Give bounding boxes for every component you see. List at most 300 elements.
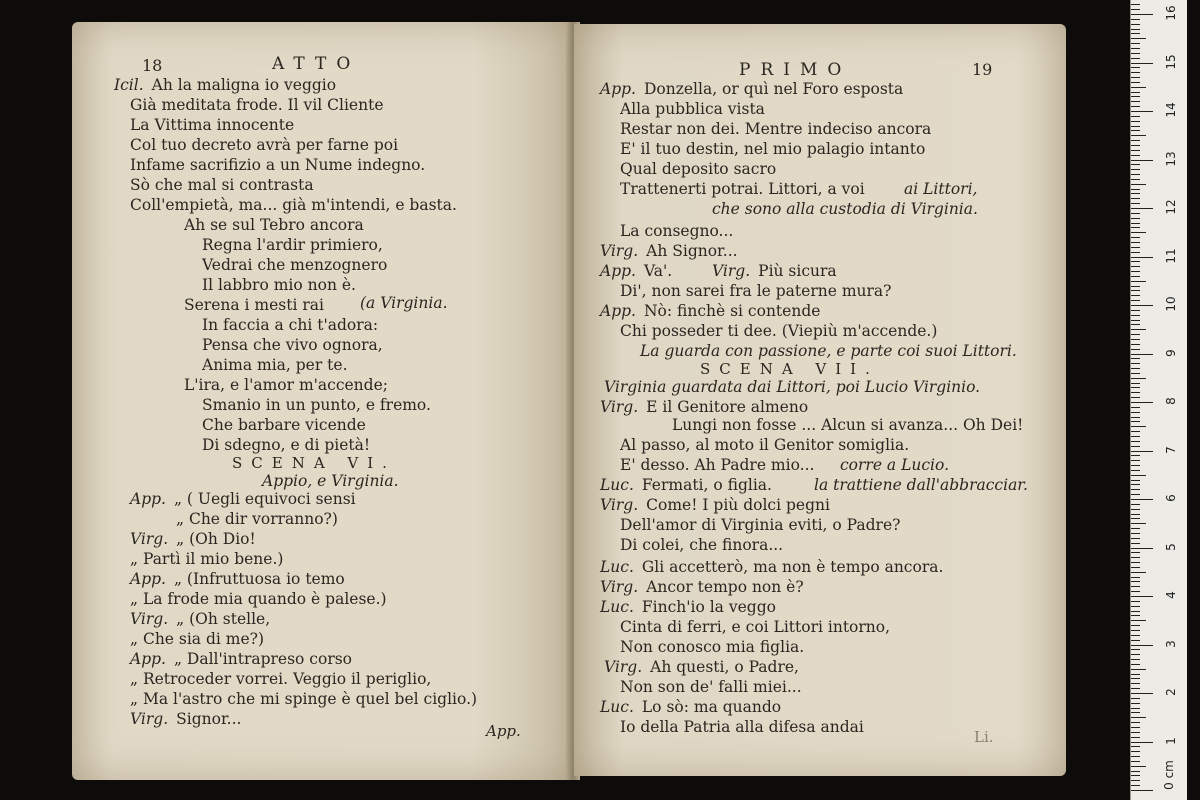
ruler-tick bbox=[1131, 775, 1140, 776]
text-line bbox=[600, 496, 830, 515]
ruler-tick bbox=[1131, 87, 1146, 88]
ruler-tick bbox=[1131, 708, 1140, 709]
ruler-tick bbox=[1131, 421, 1140, 422]
ruler-tick bbox=[1131, 130, 1140, 131]
text-line bbox=[600, 698, 781, 717]
text-line bbox=[620, 456, 814, 475]
speaker-name: App. bbox=[600, 262, 636, 280]
line-text: Signor... bbox=[176, 710, 242, 728]
line-text: Va'. bbox=[643, 262, 673, 280]
text-line bbox=[130, 610, 270, 629]
speaker-name: Virg. bbox=[600, 578, 639, 596]
ruler-tick bbox=[1131, 184, 1146, 185]
line-text: Fermati, o figlia. bbox=[641, 476, 772, 494]
ruler-tick bbox=[1131, 72, 1140, 73]
text-line bbox=[600, 578, 804, 597]
ruler-tick bbox=[1131, 257, 1153, 258]
text-line bbox=[620, 678, 802, 697]
ruler-tick bbox=[1131, 106, 1140, 107]
ruler-tick bbox=[1131, 620, 1146, 621]
line-text: Di sdegno, e di pietà! bbox=[202, 436, 371, 454]
text-line bbox=[130, 550, 283, 569]
ruler-tick bbox=[1131, 310, 1140, 311]
ruler-tick bbox=[1131, 358, 1140, 359]
ruler-tick bbox=[1131, 266, 1140, 267]
ruler-number: 12 bbox=[1164, 199, 1178, 215]
ruler-tick bbox=[1131, 53, 1140, 54]
line-text: Dell'amor di Virginia eviti, o Padre? bbox=[620, 516, 901, 534]
text-line bbox=[604, 658, 799, 677]
line-text: Virginia guardata dai Littori, poi Lucio Virginio. bbox=[604, 378, 981, 396]
text-line bbox=[130, 116, 294, 135]
ruler-tick bbox=[1131, 417, 1140, 418]
text-line bbox=[712, 262, 837, 281]
ruler-tick bbox=[1131, 412, 1140, 413]
left-running-head: ATTO bbox=[272, 54, 361, 74]
text-line bbox=[202, 416, 366, 435]
text-line bbox=[620, 536, 783, 555]
speaker-name: App. bbox=[600, 80, 636, 98]
ruler-tick bbox=[1131, 523, 1146, 524]
ruler-tick bbox=[1131, 101, 1140, 102]
text-line bbox=[840, 456, 949, 475]
ruler-tick bbox=[1131, 543, 1140, 544]
ruler-tick bbox=[1131, 528, 1140, 529]
ruler-number: 13 bbox=[1164, 150, 1178, 167]
text-line bbox=[184, 296, 324, 315]
ruler-tick bbox=[1131, 242, 1140, 243]
ruler-tick bbox=[1131, 368, 1140, 369]
ruler-tick bbox=[1131, 164, 1140, 165]
ruler-tick bbox=[1131, 77, 1140, 78]
speaker-name: Icil. bbox=[114, 76, 144, 94]
text-line bbox=[700, 360, 879, 379]
right-page-number: 19 bbox=[972, 60, 993, 79]
text-line bbox=[202, 356, 348, 375]
ruler-tick bbox=[1131, 19, 1140, 20]
line-text: „ ( Uegli equivoci sensi bbox=[173, 490, 356, 508]
ruler-tick bbox=[1131, 756, 1140, 757]
ruler-tick bbox=[1131, 334, 1140, 335]
line-text: Qual deposito sacro bbox=[620, 160, 777, 178]
ruler-tick bbox=[1131, 213, 1140, 214]
speaker-name: Virg. bbox=[130, 610, 169, 628]
line-text: Alla pubblica vista bbox=[620, 100, 765, 118]
text-line bbox=[620, 222, 733, 241]
ruler-tick bbox=[1131, 29, 1140, 30]
ruler-tick bbox=[1131, 155, 1140, 156]
ruler-tick bbox=[1131, 300, 1140, 301]
line-text: ai Littori, bbox=[904, 180, 978, 198]
ruler-tick bbox=[1131, 533, 1140, 534]
ruler-tick bbox=[1131, 339, 1140, 340]
ruler-tick bbox=[1131, 712, 1140, 713]
line-text: Regna l'ardir primiero, bbox=[202, 236, 383, 254]
ruler-tick bbox=[1131, 58, 1140, 59]
line-text: Sò che mal si contrasta bbox=[130, 176, 314, 194]
ruler-tick bbox=[1131, 688, 1140, 689]
ruler-tick bbox=[1131, 193, 1140, 194]
ruler-tick bbox=[1131, 383, 1140, 384]
ruler-tick bbox=[1131, 407, 1140, 408]
ruler-tick bbox=[1131, 717, 1146, 718]
ruler-tick bbox=[1131, 771, 1140, 772]
line-text: „ Retroceder vorrei. Veggio il periglio, bbox=[130, 670, 432, 688]
ruler-tick bbox=[1131, 615, 1140, 616]
ruler-tick bbox=[1131, 611, 1140, 612]
text-line bbox=[130, 136, 398, 155]
ruler-tick bbox=[1131, 509, 1140, 510]
text-line bbox=[620, 322, 937, 341]
ruler-tick bbox=[1131, 344, 1140, 345]
text-line bbox=[130, 96, 384, 115]
line-text: „ Che sia di me?) bbox=[130, 630, 265, 648]
ruler-tick bbox=[1131, 426, 1146, 427]
text-line bbox=[814, 476, 1028, 495]
ruler-number: 15 bbox=[1164, 53, 1178, 70]
text-line bbox=[672, 416, 1023, 435]
text-line bbox=[600, 80, 903, 99]
ruler-tick bbox=[1131, 455, 1140, 456]
text-line bbox=[600, 262, 672, 281]
ruler-tick bbox=[1131, 223, 1140, 224]
ruler-unit-label: 0 cm bbox=[1162, 760, 1176, 790]
ruler-tick bbox=[1131, 218, 1140, 219]
text-line bbox=[130, 710, 241, 729]
line-text: Già meditata frode. Il vil Cliente bbox=[130, 96, 384, 114]
ruler-number: 14 bbox=[1164, 102, 1178, 118]
ruler-number: 9 bbox=[1164, 348, 1178, 357]
line-text: Lungi non fosse ... Alcun si avanza... Oh Dei! bbox=[672, 416, 1024, 434]
line-text: „ Partì il mio bene.) bbox=[130, 550, 284, 568]
line-text: Ah la maligna io veggio bbox=[151, 76, 337, 94]
text-line bbox=[202, 396, 431, 415]
ruler-tick bbox=[1131, 252, 1140, 253]
line-text: Col tuo decreto avrà per farne poi bbox=[130, 136, 399, 154]
ruler-number: 10 bbox=[1164, 296, 1178, 312]
ruler-tick bbox=[1131, 567, 1140, 568]
ruler-tick bbox=[1131, 742, 1153, 743]
text-line bbox=[600, 598, 776, 617]
ruler-tick bbox=[1131, 514, 1140, 515]
ruler-tick bbox=[1131, 591, 1140, 592]
text-line bbox=[130, 196, 457, 215]
line-text: Ah questi, o Padre, bbox=[650, 658, 799, 676]
ruler-tick bbox=[1131, 640, 1140, 641]
ruler-tick bbox=[1131, 4, 1140, 5]
right-catchword: Li. bbox=[974, 728, 994, 746]
text-line bbox=[202, 336, 383, 355]
ruler-tick bbox=[1131, 766, 1146, 767]
line-text: SCENA VI. bbox=[232, 454, 396, 472]
ruler-tick bbox=[1131, 121, 1140, 122]
ruler-tick bbox=[1131, 790, 1153, 791]
line-text: „ Che dir vorranno?) bbox=[176, 510, 338, 528]
speaker-name: Luc. bbox=[600, 598, 634, 616]
speaker-name: App. bbox=[130, 570, 166, 588]
ruler-tick bbox=[1131, 33, 1140, 34]
ruler-tick bbox=[1131, 625, 1140, 626]
ruler-tick bbox=[1131, 518, 1140, 519]
line-text: Ah se sul Tebro ancora bbox=[184, 216, 364, 234]
line-text: Vedrai che menzognero bbox=[202, 256, 388, 274]
speaker-name: Luc. bbox=[600, 558, 634, 576]
ruler-number: 7 bbox=[1164, 445, 1178, 454]
speaker-name: Virg. bbox=[600, 242, 639, 260]
text-line bbox=[202, 236, 383, 255]
ruler-tick bbox=[1131, 82, 1140, 83]
text-line bbox=[130, 630, 264, 649]
line-text: Restar non dei. Mentre indeciso ancora bbox=[620, 120, 932, 138]
ruler-tick bbox=[1131, 606, 1140, 607]
ruler-tick bbox=[1131, 586, 1140, 587]
ruler-tick bbox=[1131, 227, 1140, 228]
left-page-number: 18 bbox=[142, 56, 163, 75]
ruler-tick bbox=[1131, 484, 1140, 485]
ruler-tick bbox=[1131, 761, 1140, 762]
text-line bbox=[600, 398, 808, 417]
text-line bbox=[130, 690, 477, 709]
text-line bbox=[202, 256, 387, 275]
text-line bbox=[130, 156, 425, 175]
ruler-tick bbox=[1131, 581, 1140, 582]
speaker-name: Virg. bbox=[130, 530, 169, 548]
text-line bbox=[604, 378, 980, 397]
ruler-tick bbox=[1131, 320, 1140, 321]
text-line bbox=[640, 342, 1017, 361]
line-text: Lo sò: ma quando bbox=[641, 698, 782, 716]
ruler-number: 5 bbox=[1164, 542, 1178, 551]
ruler-tick bbox=[1131, 548, 1153, 549]
ruler-tick bbox=[1131, 562, 1140, 563]
text-line bbox=[130, 490, 356, 509]
ruler-tick bbox=[1131, 737, 1140, 738]
text-line bbox=[620, 638, 804, 657]
text-line bbox=[184, 376, 388, 395]
line-text: Chi posseder ti dee. (Viepiù m'accende.) bbox=[620, 322, 938, 340]
text-line bbox=[620, 120, 931, 139]
ruler-tick bbox=[1131, 363, 1140, 364]
ruler-tick bbox=[1131, 683, 1140, 684]
text-line bbox=[600, 558, 943, 577]
ruler-tick bbox=[1131, 630, 1140, 631]
ruler-tick bbox=[1131, 315, 1140, 316]
line-text: La consegno... bbox=[620, 222, 734, 240]
line-text: Più sicura bbox=[758, 262, 837, 280]
ruler-tick bbox=[1131, 111, 1153, 112]
ruler-tick bbox=[1131, 96, 1140, 97]
speaker-name: Virg. bbox=[604, 658, 643, 676]
ruler-tick bbox=[1131, 295, 1140, 296]
text-line bbox=[130, 570, 345, 589]
ruler-tick bbox=[1131, 116, 1140, 117]
line-text: E' il tuo destin, nel mio palagio intanto bbox=[620, 140, 926, 158]
speaker-name: App. bbox=[600, 302, 636, 320]
speaker-name: App. bbox=[130, 490, 166, 508]
line-text: Coll'empietà, ma... già m'intendi, e basta. bbox=[130, 196, 457, 214]
line-text: Che barbare vicende bbox=[202, 416, 366, 434]
ruler-tick bbox=[1131, 674, 1140, 675]
text-line bbox=[176, 510, 338, 529]
ruler-tick bbox=[1131, 460, 1140, 461]
ruler-tick bbox=[1131, 232, 1146, 233]
left-page bbox=[72, 22, 572, 780]
ruler-tick bbox=[1131, 276, 1140, 277]
text-line bbox=[360, 294, 448, 313]
text-line bbox=[130, 590, 387, 609]
line-text: Nò: finchè si contende bbox=[643, 302, 821, 320]
ruler-tick bbox=[1131, 145, 1140, 146]
ruler-tick bbox=[1131, 247, 1140, 248]
ruler-tick bbox=[1131, 378, 1146, 379]
measurement-ruler bbox=[1130, 0, 1187, 800]
line-text: Appio, e Virginia. bbox=[262, 472, 399, 490]
ruler-tick bbox=[1131, 751, 1140, 752]
text-line bbox=[202, 276, 356, 295]
speaker-name: Virg. bbox=[600, 398, 639, 416]
line-text: „ La frode mia quando è palese.) bbox=[130, 590, 387, 608]
line-text: L'ira, e l'amor m'accende; bbox=[184, 376, 388, 394]
ruler-number: 6 bbox=[1164, 494, 1178, 502]
ruler-tick bbox=[1131, 203, 1140, 204]
line-text: In faccia a chi t'adora: bbox=[202, 316, 379, 334]
ruler-tick bbox=[1131, 373, 1140, 374]
ruler-tick bbox=[1131, 431, 1140, 432]
line-text: Gli accetterò, ma non è tempo ancora. bbox=[641, 558, 944, 576]
line-text: la trattiene dall'abbracciar. bbox=[814, 476, 1028, 494]
ruler-tick bbox=[1131, 387, 1140, 388]
text-line bbox=[620, 436, 909, 455]
ruler-tick bbox=[1131, 645, 1153, 646]
text-line bbox=[130, 650, 352, 669]
ruler-tick bbox=[1131, 693, 1153, 694]
speaker-name: Virg. bbox=[130, 710, 169, 728]
line-text: „ (Oh stelle, bbox=[176, 610, 271, 628]
ruler-tick bbox=[1131, 198, 1140, 199]
ruler-tick bbox=[1131, 281, 1146, 282]
ruler-tick bbox=[1131, 436, 1140, 437]
line-text: Ah Signor... bbox=[646, 242, 738, 260]
line-text: Anima mia, per te. bbox=[202, 356, 348, 374]
text-line bbox=[130, 670, 431, 689]
ruler-tick bbox=[1131, 552, 1140, 553]
ruler-tick bbox=[1131, 780, 1140, 781]
line-text: Io della Patria alla difesa andai bbox=[620, 718, 864, 736]
ruler-tick bbox=[1131, 140, 1140, 141]
ruler-tick bbox=[1131, 9, 1140, 10]
ruler-tick bbox=[1131, 271, 1140, 272]
ruler-tick bbox=[1131, 654, 1140, 655]
line-text: „ Ma l'astro che mi spinge è quel bel ciglio.) bbox=[130, 690, 478, 708]
ruler-tick bbox=[1131, 441, 1140, 442]
ruler-tick bbox=[1131, 678, 1140, 679]
line-text: „ (Oh Dio! bbox=[176, 530, 256, 548]
ruler-tick bbox=[1131, 290, 1140, 291]
ruler-tick bbox=[1131, 14, 1153, 15]
text-line bbox=[620, 100, 765, 119]
ruler-tick bbox=[1131, 601, 1140, 602]
ruler-number: 8 bbox=[1164, 397, 1178, 405]
line-text: Serena i mesti rai bbox=[184, 296, 324, 314]
text-line bbox=[600, 476, 772, 495]
line-text: (a Virginia. bbox=[360, 294, 448, 312]
line-text: La guarda con passione, e parte coi suoi Littori. bbox=[640, 342, 1017, 360]
ruler-tick bbox=[1131, 392, 1140, 393]
line-text: „ (Infruttuosa io temo bbox=[173, 570, 345, 588]
ruler-tick bbox=[1131, 126, 1140, 127]
text-line bbox=[620, 160, 776, 179]
left-catchword: App. bbox=[486, 722, 521, 740]
text-line bbox=[620, 718, 864, 737]
line-text: Cinta di ferri, e coi Littori intorno, bbox=[620, 618, 891, 636]
ruler-tick bbox=[1131, 135, 1146, 136]
ruler-tick bbox=[1131, 208, 1153, 209]
text-line bbox=[130, 530, 256, 549]
ruler-tick bbox=[1131, 92, 1140, 93]
speaker-name: Virg. bbox=[600, 496, 639, 514]
right-page bbox=[574, 24, 1066, 776]
ruler-number: 3 bbox=[1164, 639, 1178, 648]
ruler-number: 11 bbox=[1164, 247, 1178, 264]
ruler-tick bbox=[1131, 504, 1140, 505]
ruler-tick bbox=[1131, 160, 1153, 161]
ruler-tick bbox=[1131, 489, 1140, 490]
line-text: Come! I più dolci pegni bbox=[646, 496, 830, 514]
speaker-name: App. bbox=[130, 650, 166, 668]
line-text: Donzella, or quì nel Foro esposta bbox=[643, 80, 904, 98]
text-line bbox=[114, 76, 336, 95]
line-text: La Vittima innocente bbox=[130, 116, 295, 134]
ruler-tick bbox=[1131, 38, 1146, 39]
ruler-number: 2 bbox=[1164, 688, 1178, 696]
ruler-tick bbox=[1131, 596, 1153, 597]
ruler-tick bbox=[1131, 237, 1140, 238]
ruler-tick bbox=[1131, 329, 1146, 330]
ruler-tick bbox=[1131, 43, 1140, 44]
text-line bbox=[184, 216, 364, 235]
text-line bbox=[600, 302, 820, 321]
ruler-tick bbox=[1131, 577, 1140, 578]
ruler-tick bbox=[1131, 324, 1140, 325]
line-text: SCENA VII. bbox=[700, 360, 879, 378]
ruler-tick bbox=[1131, 659, 1140, 660]
ruler-tick bbox=[1131, 397, 1140, 398]
line-text: Trattenerti potrai. Littori, a voi bbox=[620, 180, 865, 198]
ruler-tick bbox=[1131, 349, 1140, 350]
ruler-tick bbox=[1131, 664, 1140, 665]
speaker-name: Luc. bbox=[600, 476, 634, 494]
ruler-tick bbox=[1131, 557, 1140, 558]
line-text: Finch'io la veggo bbox=[641, 598, 776, 616]
ruler-tick bbox=[1131, 785, 1140, 786]
ruler-number: 16 bbox=[1164, 5, 1178, 21]
ruler-tick bbox=[1131, 261, 1140, 262]
ruler-tick bbox=[1131, 179, 1140, 180]
ruler-tick bbox=[1131, 746, 1140, 747]
text-line bbox=[232, 454, 396, 473]
text-line bbox=[262, 472, 399, 491]
ruler-tick bbox=[1131, 538, 1140, 539]
text-line bbox=[202, 316, 378, 335]
ruler-tick bbox=[1131, 67, 1140, 68]
ruler-tick bbox=[1131, 480, 1140, 481]
line-text: Di', non sarei fra le paterne mura? bbox=[620, 282, 892, 300]
speaker-name: Virg. bbox=[712, 262, 751, 280]
ruler-tick bbox=[1131, 698, 1140, 699]
right-running-head: PRIMO bbox=[739, 60, 852, 80]
ruler-number: 1 bbox=[1164, 736, 1178, 745]
ruler-tick bbox=[1131, 189, 1140, 190]
